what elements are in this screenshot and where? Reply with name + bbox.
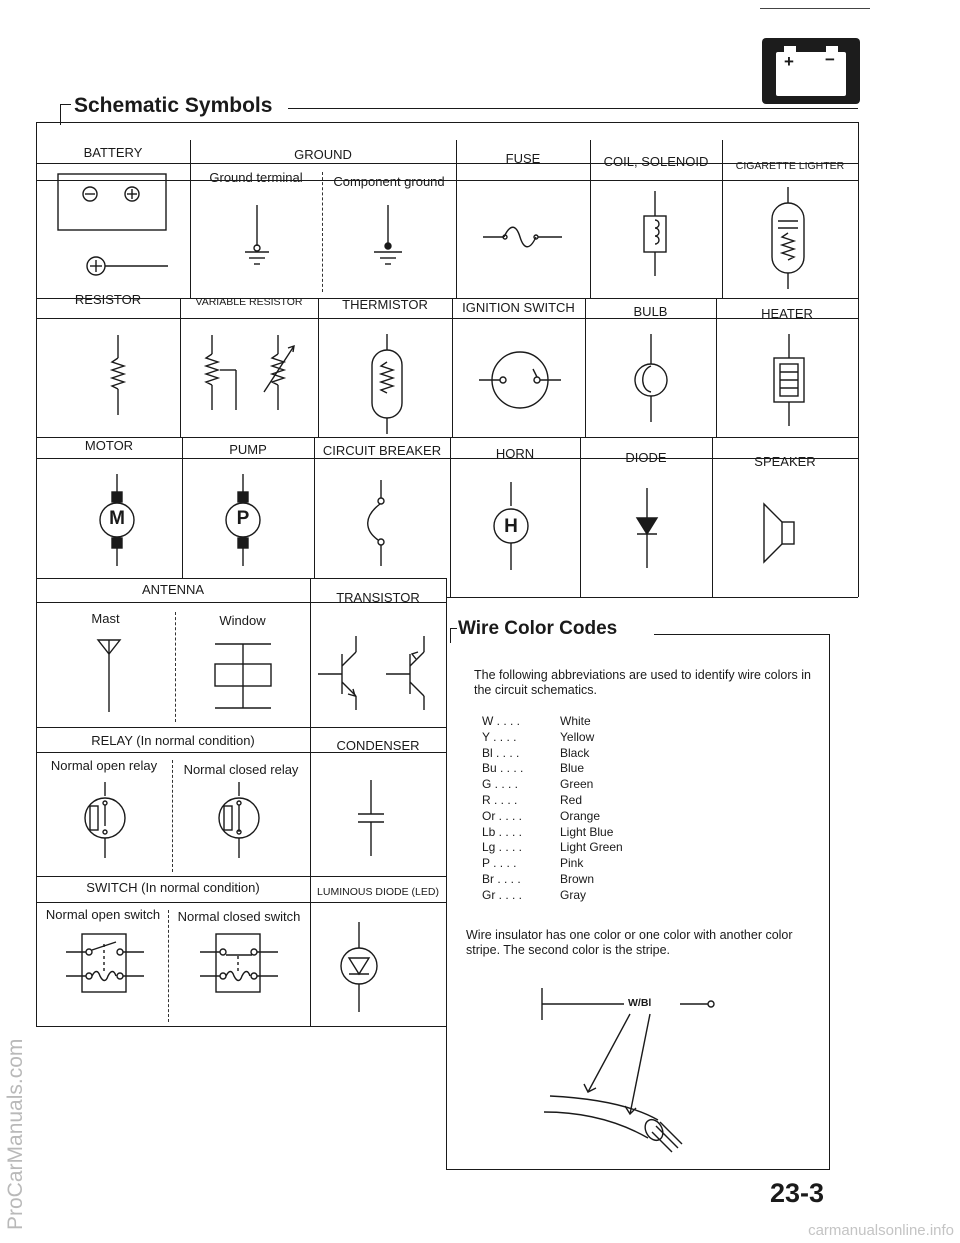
wire-code-row: Lg . . . . Light Green [482, 840, 623, 855]
pump-letter: P [236, 508, 250, 529]
label-variable-resistor: VARIABLE RESISTOR [195, 296, 303, 308]
label-speaker: SPEAKER [754, 454, 816, 469]
wire-label: W/Bl [628, 997, 652, 1009]
label-circuit-breaker: CIRCUIT BREAKER [322, 443, 442, 458]
antenna-mast-symbol [84, 632, 134, 722]
label-condenser: CONDENSER [336, 738, 420, 753]
v-r2-d [585, 298, 586, 438]
wire-code-row: G . . . . Green [482, 777, 594, 792]
label-normal-closed-relay: Normal closed relay [183, 762, 299, 777]
antenna-window-symbol [203, 638, 283, 718]
row4-right-line [446, 597, 858, 598]
top-rule [760, 8, 870, 9]
row5-top-line [36, 727, 446, 728]
row6-sub-line [36, 902, 446, 903]
label-relay: RELAY (In normal condition) [91, 733, 255, 748]
label-cigarette-lighter: CIGARETTE LIGHTER [735, 160, 845, 172]
grid-bottom [36, 1026, 446, 1027]
label-transistor: TRANSISTOR [336, 590, 420, 605]
wire-code-row: W . . . . White [482, 714, 591, 728]
label-coil-solenoid: COIL, SOLENOID [603, 154, 709, 169]
wire-code-row: Lb . . . . Light Blue [482, 824, 614, 839]
page-number: 23-3 [770, 1178, 825, 1208]
title-rule [288, 108, 858, 109]
wire-code-row: Br . . . . Brown [482, 871, 595, 886]
page-title: Schematic Symbols [74, 94, 273, 117]
label-switch: SWITCH (In normal condition) [86, 880, 260, 895]
wire-codes-note: Wire insulator has one color or one color with another color stripe. The second color is the stripe. [466, 928, 793, 957]
grid-right [858, 122, 859, 597]
ground-divider [322, 172, 323, 292]
circuit-breaker-symbol [356, 476, 406, 576]
heater-symbol [764, 330, 814, 430]
wire-codes-title: Wire Color Codes [458, 618, 618, 639]
label-resistor: RESISTOR [74, 292, 142, 307]
v-r3-b [314, 437, 315, 578]
wire-codes-list [482, 714, 682, 904]
thermistor-symbol [362, 330, 412, 440]
switch-divider [168, 910, 169, 1022]
label-normal-open-relay: Normal open relay [50, 758, 158, 773]
cigarette-lighter-symbol [758, 183, 818, 293]
battery-plus: + [784, 52, 794, 71]
wire-code-row: Bu . . . . Blue [482, 761, 585, 776]
label-heater: HEATER [761, 306, 813, 321]
wire-code-row: P . . . . Pink [482, 856, 584, 871]
variable-resistor-symbol [190, 330, 320, 430]
label-normal-open-switch: Normal open switch [45, 907, 161, 922]
diode-symbol [622, 484, 672, 574]
wire-code-row: Gr . . . . Gray [482, 887, 587, 902]
label-ground-terminal: Ground terminal [209, 170, 303, 185]
fuse-symbol [478, 222, 568, 252]
v-r1-a [190, 140, 191, 298]
wire-code-row: Or . . . . Orange [482, 808, 601, 823]
wire-codes-bracket [450, 628, 457, 643]
wire-codes-intro: The following abbreviations are used to identify wire colors in the circuit schematics. [474, 668, 811, 697]
wire-code-row: Bl . . . . Black [482, 745, 590, 760]
transistor-symbol [314, 628, 444, 718]
speaker-symbol [758, 500, 818, 570]
v-r2-c [452, 298, 453, 438]
wire-codes-title-rule [654, 634, 829, 635]
component-ground-symbol [358, 200, 418, 280]
condenser-symbol [346, 776, 396, 866]
bottom-watermark: carmanualsonline.info [808, 1222, 954, 1239]
wire-code-row: Y . . . . Yellow [482, 729, 595, 744]
row6-top-line [36, 876, 446, 877]
antenna-divider [175, 612, 176, 722]
grid-top [36, 122, 858, 123]
label-battery: BATTERY [83, 145, 143, 160]
label-thermistor: THERMISTOR [342, 297, 428, 312]
label-antenna: ANTENNA [141, 582, 205, 597]
label-led: LUMINOUS DIODE (LED) [317, 886, 439, 898]
resistor-symbol [98, 330, 138, 430]
side-watermark: ProCarManuals.com [4, 1038, 27, 1230]
label-window: Window [219, 613, 266, 628]
v-r3-c [450, 437, 451, 597]
label-component-ground: Component ground [333, 174, 445, 189]
normal-closed-relay-symbol [214, 778, 264, 868]
normal-open-switch-symbol [60, 928, 150, 1008]
label-ignition-switch: IGNITION SWITCH [462, 300, 575, 315]
battery-symbol [40, 168, 190, 288]
horn-letter: H [504, 516, 518, 537]
ground-terminal-symbol [227, 200, 287, 280]
label-ground: GROUND [294, 147, 352, 162]
wire-code-row: R . . . . Red [482, 792, 583, 807]
label-motor: MOTOR [84, 438, 134, 453]
label-fuse: FUSE [505, 151, 541, 166]
label-normal-closed-switch: Normal closed switch [177, 909, 301, 924]
label-pump: PUMP [229, 442, 267, 457]
normal-open-relay-symbol [80, 778, 130, 868]
v-r3-a [182, 437, 183, 578]
battery-minus: − [825, 50, 835, 69]
v-r2-a [180, 298, 181, 438]
label-horn: HORN [495, 446, 535, 461]
normal-closed-switch-symbol [194, 928, 284, 1008]
v-r4-a [310, 578, 311, 1026]
led-symbol [334, 918, 384, 1018]
bulb-symbol [626, 330, 676, 430]
motor-letter: M [109, 508, 125, 529]
label-bulb: BULB [633, 304, 668, 319]
label-mast: Mast [91, 611, 120, 626]
coil-solenoid-symbol [630, 186, 680, 286]
battery-section-icon [762, 38, 860, 104]
ignition-switch-symbol [475, 345, 565, 415]
label-diode: DIODE [625, 450, 667, 465]
